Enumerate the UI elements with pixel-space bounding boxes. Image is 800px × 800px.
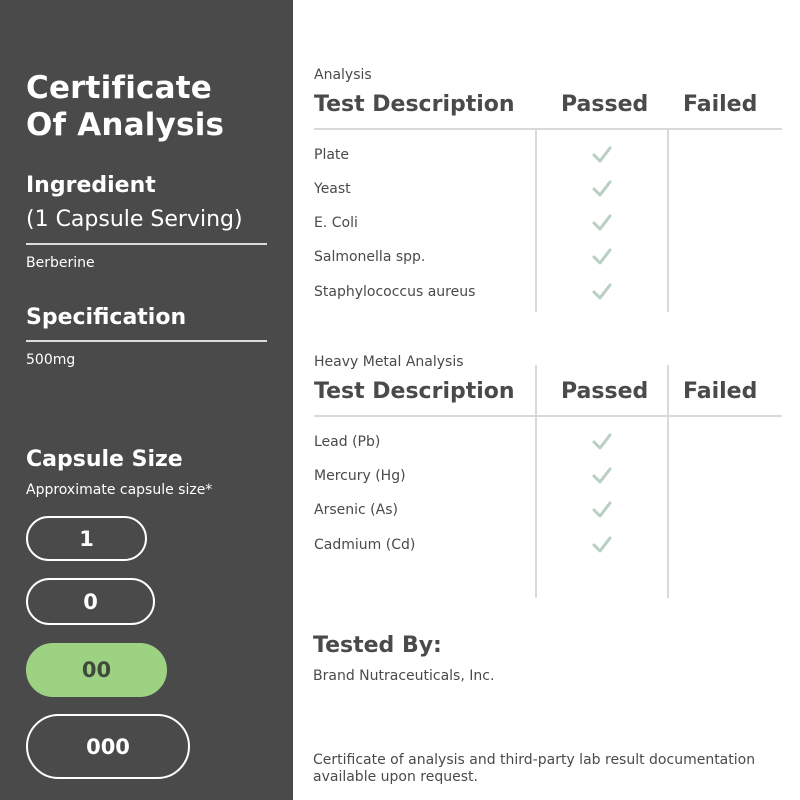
capsule-size-1: 1 [26, 516, 147, 561]
column-divider [535, 416, 537, 598]
heavy-metal-row-label: Lead (Pb) [314, 434, 381, 450]
ingredient-value: Berberine [26, 255, 95, 271]
check-icon [591, 212, 613, 234]
divider [26, 340, 267, 342]
left-panel [0, 0, 293, 800]
col-test-description: Test Description [314, 379, 515, 404]
specification-value: 500mg [26, 352, 76, 368]
footnote: Certificate of analysis and third-party lab result documentation available upon request. [313, 752, 756, 785]
heavy-metal-row-label: Cadmium (Cd) [314, 537, 416, 553]
capsule-size-00: 00 [26, 643, 167, 697]
col-passed: Passed [561, 379, 649, 404]
capsule-size-subheading: Approximate capsule size* [26, 482, 213, 498]
column-divider [535, 365, 537, 415]
specification-heading: Specification [26, 305, 187, 330]
page-title [26, 70, 224, 144]
header-divider [314, 128, 782, 130]
check-icon [591, 431, 613, 453]
capsule-size-heading: Capsule Size [26, 447, 183, 472]
col-failed: Failed [683, 379, 758, 404]
analysis-row-label: Salmonella spp. [314, 249, 426, 265]
title-line-2: Of Analysis [26, 107, 225, 143]
check-icon [591, 499, 613, 521]
divider [26, 243, 267, 245]
ingredient-subheading: (1 Capsule Serving) [26, 207, 243, 232]
column-divider [667, 416, 669, 598]
right-panel [293, 0, 800, 800]
tested-by-value: Brand Nutraceuticals, Inc. [313, 668, 495, 684]
check-icon [591, 281, 613, 303]
analysis-row-label: Staphylococcus aureus [314, 284, 476, 300]
tested-by-heading: Tested By: [313, 633, 442, 658]
check-icon [591, 144, 613, 166]
analysis-row-label: E. Coli [314, 215, 358, 231]
title-line-1: Certificate [26, 70, 212, 106]
check-icon [591, 178, 613, 200]
column-divider [667, 365, 669, 415]
analysis-row-label: Plate [314, 147, 350, 163]
check-icon [591, 534, 613, 556]
heavy-metal-row-label: Mercury (Hg) [314, 468, 406, 484]
check-icon [591, 246, 613, 268]
heavy-metal-row-label: Arsenic (As) [314, 502, 398, 518]
analysis-row-label: Yeast [314, 181, 351, 197]
check-icon [591, 465, 613, 487]
col-test-description: Test Description [314, 92, 515, 117]
col-passed: Passed [561, 92, 649, 117]
column-divider [667, 129, 669, 312]
header-divider [314, 415, 782, 417]
ingredient-heading: Ingredient [26, 173, 156, 198]
col-failed: Failed [683, 92, 758, 117]
capsule-size-0: 0 [26, 578, 155, 625]
capsule-size-000: 000 [26, 714, 190, 779]
heavy-metal-section-label: Heavy Metal Analysis [314, 354, 464, 370]
column-divider [535, 129, 537, 312]
analysis-section-label: Analysis [314, 67, 372, 83]
